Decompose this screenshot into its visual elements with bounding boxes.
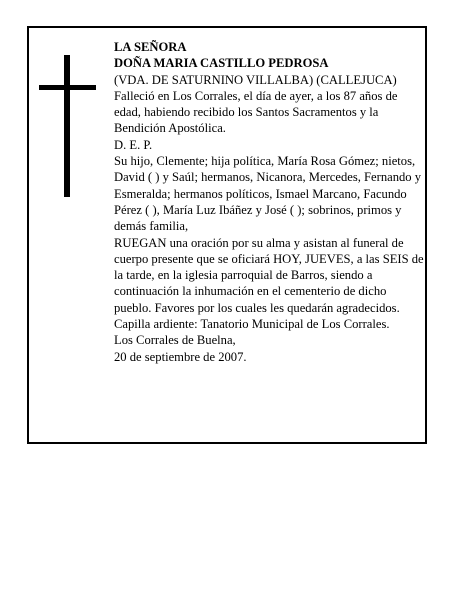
deceased-name: DOÑA MARIA CASTILLO PEDROSA — [114, 56, 329, 71]
death-announcement: Falleció en Los Corrales, el día de ayer, a los 87 años de edad, habiendo recibido los Santos Sacramentos y la Bendición Apostólica. — [114, 88, 398, 136]
cross-icon-horizontal — [39, 85, 96, 90]
family-list: Su hijo, Clemente; hija política, María Rosa Gómez; nietos, David ( ) y Saúl; hermanos, Nicanora, Mercedes, Fernando y Esmeralda; hermanos políticos, Ismael Marcano, Facundo Pérez ( ), María Luz Ibáñez y José ( ); sobrinos, primos y demás familia, — [114, 154, 422, 234]
heading: LA SEÑORA — [114, 40, 187, 54]
obituary-text — [114, 39, 424, 365]
place-line: Los Corrales de Buelna, — [114, 333, 236, 348]
cross-icon-vertical — [64, 55, 70, 197]
dep-line: D. E. P. — [114, 137, 153, 152]
funeral-request: RUEGAN una oración por su alma y asistan al funeral de cuerpo presente que se oficiará HOY, JUEVES, a las SEIS de la tarde, en la iglesia parroquial de Barros, siendo a continuación la inhumación en el cementerio de dicho pueblo. Favores por los cuales les quedarán agradecidos. Capilla ardiente: Tanatorio Municipal de Los Corrales. — [114, 235, 424, 332]
date-line: 20 de septiembre de 2007. — [114, 349, 247, 364]
deceased-alias: (VDA. DE SATURNINO VILLALBA) (CALLEJUCA) — [114, 72, 397, 87]
